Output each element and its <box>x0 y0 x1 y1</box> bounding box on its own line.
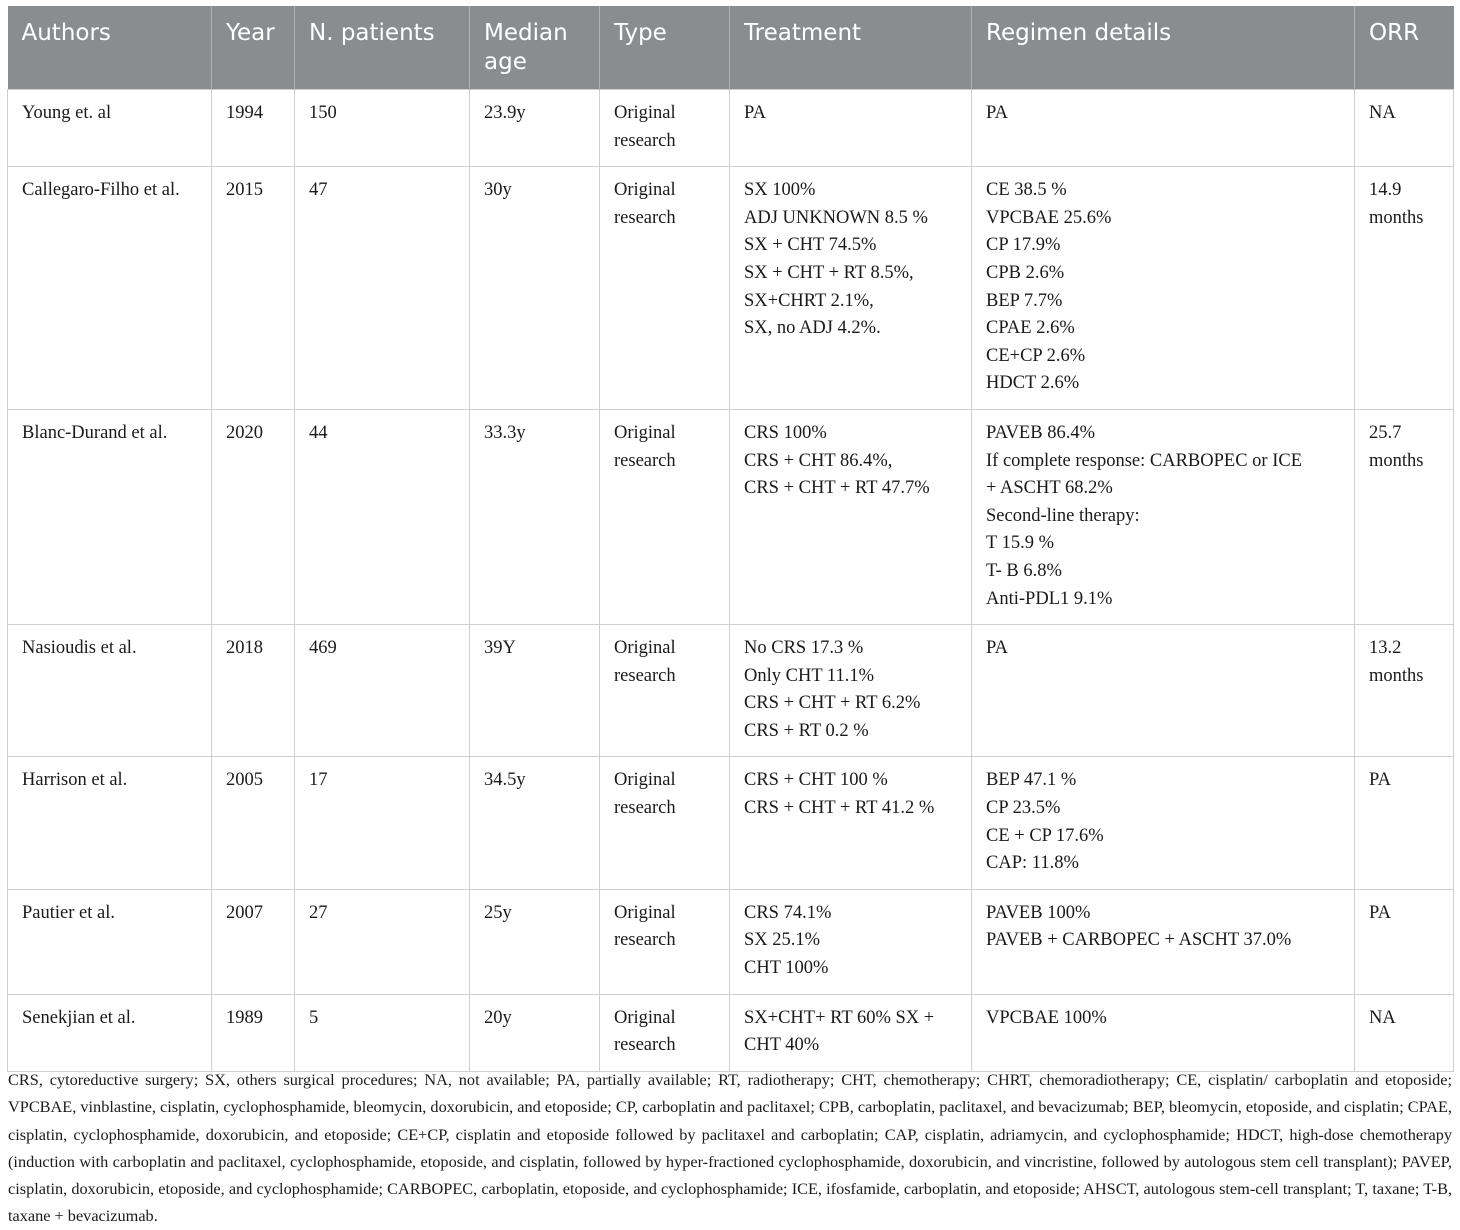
cell-treatment-line: CHT 40% <box>744 1035 820 1056</box>
cell-treatment-line: SX 100% <box>744 180 816 201</box>
cell-median-age: 23.9y <box>470 90 600 167</box>
cell-patients: 47 <box>295 167 470 410</box>
cell-patients: 150 <box>295 90 470 167</box>
cell-regimen-details-line: PAVEB + CARBOPEC + ASCHT 37.0% <box>986 930 1292 951</box>
table-row <box>8 167 1454 410</box>
cell-treatment <box>730 625 972 757</box>
cell-treatment-line: ADJ UNKNOWN 8.5 % <box>744 207 928 228</box>
cell-year: 1989 <box>212 994 295 1071</box>
cell-type-line: research <box>614 665 676 686</box>
cell-regimen-details-line: VPCBAE 100% <box>986 1007 1107 1028</box>
cell-regimen-details-line: T- B 6.8% <box>986 560 1062 581</box>
cell-median-age: 39Y <box>470 625 600 757</box>
cell-orr-line: PA <box>1369 902 1391 923</box>
cell-authors: Callegaro-Filho et al. <box>8 167 212 410</box>
cell-treatment-line: SX, no ADJ 4.2%. <box>744 318 881 339</box>
cell-type-line: Original <box>614 180 676 201</box>
cell-patients: 5 <box>295 994 470 1071</box>
cell-treatment-line: No CRS 17.3 % <box>744 638 864 659</box>
cell-orr <box>1355 409 1454 624</box>
cell-treatment-line: CRS + RT 0.2 % <box>744 720 869 741</box>
cell-regimen-details-line: CP 17.9% <box>986 235 1061 256</box>
cell-regimen-details-line: PAVEB 100% <box>986 902 1091 923</box>
cell-treatment-line: SX + CHT 74.5% <box>744 235 877 256</box>
cell-orr-line: 14.9 <box>1369 180 1402 201</box>
cell-year: 2005 <box>212 757 295 889</box>
cell-orr-line: 25.7 <box>1369 422 1402 443</box>
cell-type <box>600 409 730 624</box>
cell-regimen-details-line: CAP: 11.8% <box>986 853 1079 874</box>
table-row <box>8 757 1454 889</box>
cell-regimen-details-line: Anti-PDL1 9.1% <box>986 588 1113 609</box>
header-median-age: Median age <box>470 6 600 90</box>
cell-treatment <box>730 889 972 994</box>
table-footnote: CRS, cytoreductive surgery; SX, others surgical procedures; NA, not available; PA, partially available; RT, radiotherapy; CHT, chemotherapy; CHRT, chemoradiotherapy; CE, cisplatin/ carboplatin and etoposide; VPCBAE, vinblastine, cisplatin, cyclophosphamide, bleomycin, doxorubicin, and etoposide; CP, carboplatin and paclitaxel; CPB, carboplatin, paclitaxel, and bevacizumab; BEP, bleomycin, etoposide, and cisplatin; CPAE, cisplatin, cyclophosphamide, doxorubicin, and etoposide; CE+CP, cisplatin and etoposide followed by paclitaxel and carboplatin; CAP, cisplatin, adriamycin, and cyclophosphamide; HDCT, high-dose chemotherapy (induction with carboplatin and paclitaxel, cyclophosphamide, etoposide, and cisplatin, followed by hyper-fractioned cyclophosphamide, doxorubicin, and vincristine, followed by autologous stem cell transplant); PAVEP, cisplatin, doxorubicin, etoposide, and cyclophosphamide; CARBOPEC, carboplatin, etoposide, and cyclophosphamide; ICE, ifosfamide, carboplatin, and etoposide; AHSCT, autologous stem-cell transplant; T, taxane; T-B, taxane + bevacizumab. <box>8 1070 1452 1226</box>
cell-orr-line: months <box>1369 207 1424 228</box>
cell-treatment-line: SX+CHT+ RT 60% SX + <box>744 1007 935 1028</box>
cell-orr-line: NA <box>1369 1007 1396 1028</box>
cell-type-line: research <box>614 450 676 471</box>
cell-treatment-line: CRS 100% <box>744 422 827 443</box>
cell-median-age: 34.5y <box>470 757 600 889</box>
cell-treatment-line: CRS + CHT + RT 47.7% <box>744 478 930 499</box>
cell-regimen-details-line: VPCBAE 25.6% <box>986 207 1112 228</box>
header-patients: N. patients <box>295 6 470 90</box>
cell-treatment-line: PA <box>744 103 766 123</box>
cell-type <box>600 625 730 757</box>
cell-type-line: Original <box>614 902 676 923</box>
cell-median-age: 33.3y <box>470 409 600 624</box>
cell-treatment <box>730 409 972 624</box>
cell-type-line: research <box>614 207 676 228</box>
table-row <box>8 90 1454 167</box>
cell-type-line: Original <box>614 638 676 659</box>
cell-type <box>600 167 730 410</box>
cell-year: 2020 <box>212 409 295 624</box>
table-row <box>8 889 1454 994</box>
cell-regimen-details-line: PAVEB 86.4% <box>986 422 1095 443</box>
cell-authors: Harrison et al. <box>8 757 212 889</box>
cell-regimen-details <box>972 757 1355 889</box>
cell-regimen-details-line: HDCT 2.6% <box>986 373 1080 394</box>
cell-regimen-details-line: BEP 47.1 % <box>986 770 1077 791</box>
cell-orr <box>1355 90 1454 167</box>
cell-treatment-line: CRS + CHT + RT 41.2 % <box>744 798 935 819</box>
cell-regimen-details-line: PA <box>986 103 1008 123</box>
cell-type <box>600 90 730 167</box>
cell-type <box>600 889 730 994</box>
cell-regimen-details <box>972 167 1355 410</box>
cell-regimen-details-line: CE+CP 2.6% <box>986 345 1086 366</box>
header-type: Type <box>600 6 730 90</box>
header-orr: ORR <box>1355 6 1454 90</box>
cell-regimen-details <box>972 90 1355 167</box>
cell-orr-line: 13.2 <box>1369 638 1402 659</box>
cell-regimen-details-line: + ASCHT 68.2% <box>986 478 1113 499</box>
cell-year: 2018 <box>212 625 295 757</box>
cell-treatment-line: CRS 74.1% <box>744 902 832 923</box>
cell-regimen-details-line: CE + CP 17.6% <box>986 825 1104 846</box>
cell-treatment <box>730 757 972 889</box>
cell-orr <box>1355 889 1454 994</box>
cell-year: 1994 <box>212 90 295 167</box>
cell-regimen-details-line: If complete response: CARBOPEC or ICE <box>986 450 1302 471</box>
table-row <box>8 625 1454 757</box>
header-regimen-details: Regimen details <box>972 6 1355 90</box>
cell-orr <box>1355 167 1454 410</box>
cell-type-line: research <box>614 930 676 951</box>
cell-authors: Blanc-Durand et al. <box>8 409 212 624</box>
cell-treatment-line: CRS + CHT + RT 6.2% <box>744 693 921 714</box>
cell-orr <box>1355 625 1454 757</box>
cell-type-line: Original <box>614 1007 676 1028</box>
cell-treatment <box>730 167 972 410</box>
cell-regimen-details <box>972 409 1355 624</box>
cell-orr <box>1355 994 1454 1071</box>
cell-orr-line: months <box>1369 450 1424 471</box>
cell-treatment-line: CRS + CHT 86.4%, <box>744 450 893 471</box>
cell-type <box>600 757 730 889</box>
cell-median-age: 20y <box>470 994 600 1071</box>
cell-type-line: Original <box>614 422 676 443</box>
cell-type <box>600 994 730 1071</box>
header-row <box>8 6 1454 90</box>
cell-patients: 44 <box>295 409 470 624</box>
cell-type-line: Original <box>614 103 676 123</box>
cell-treatment-line: SX 25.1% <box>744 930 821 951</box>
header-year: Year <box>212 6 295 90</box>
cell-treatment-line: SX+CHRT 2.1%, <box>744 290 874 311</box>
cell-orr <box>1355 757 1454 889</box>
header-authors: Authors <box>8 6 212 90</box>
cell-regimen-details-line: CP 23.5% <box>986 798 1061 819</box>
cell-year: 2007 <box>212 889 295 994</box>
cell-regimen-details-line: Second-line therapy: <box>986 505 1140 526</box>
cell-orr-line: NA <box>1369 103 1396 123</box>
cell-regimen-details-line: BEP 7.7% <box>986 290 1063 311</box>
cell-orr-line: months <box>1369 665 1424 686</box>
regimen-table <box>7 6 1454 1072</box>
header-treatment: Treatment <box>730 6 972 90</box>
cell-regimen-details <box>972 994 1355 1071</box>
table-row <box>8 994 1454 1071</box>
cell-authors: Senekjian et al. <box>8 994 212 1071</box>
table-container <box>7 6 1453 1072</box>
cell-type-line: research <box>614 798 676 819</box>
cell-year: 2015 <box>212 167 295 410</box>
cell-regimen-details-line: T 15.9 % <box>986 533 1055 554</box>
cell-orr-line: PA <box>1369 770 1391 791</box>
cell-treatment <box>730 994 972 1071</box>
cell-treatment-line: SX + CHT + RT 8.5%, <box>744 262 914 283</box>
cell-patients: 469 <box>295 625 470 757</box>
cell-treatment <box>730 90 972 167</box>
cell-treatment-line: CRS + CHT 100 % <box>744 770 888 791</box>
cell-treatment-line: CHT 100% <box>744 958 829 979</box>
cell-authors: Nasioudis et al. <box>8 625 212 757</box>
cell-regimen-details-line: PA <box>986 638 1008 659</box>
cell-regimen-details-line: CPAE 2.6% <box>986 318 1075 339</box>
cell-authors: Young et. al <box>8 90 212 167</box>
cell-median-age: 25y <box>470 889 600 994</box>
cell-regimen-details-line: CPB 2.6% <box>986 262 1065 283</box>
cell-treatment-line: Only CHT 11.1% <box>744 665 875 686</box>
cell-type-line: research <box>614 1035 676 1056</box>
table-row <box>8 409 1454 624</box>
cell-type-line: Original <box>614 770 676 791</box>
cell-authors: Pautier et al. <box>8 889 212 994</box>
cell-regimen-details-line: CE 38.5 % <box>986 180 1067 201</box>
cell-patients: 17 <box>295 757 470 889</box>
cell-patients: 27 <box>295 889 470 994</box>
cell-regimen-details <box>972 889 1355 994</box>
cell-regimen-details <box>972 625 1355 757</box>
cell-median-age: 30y <box>470 167 600 410</box>
cell-type-line: research <box>614 130 676 151</box>
